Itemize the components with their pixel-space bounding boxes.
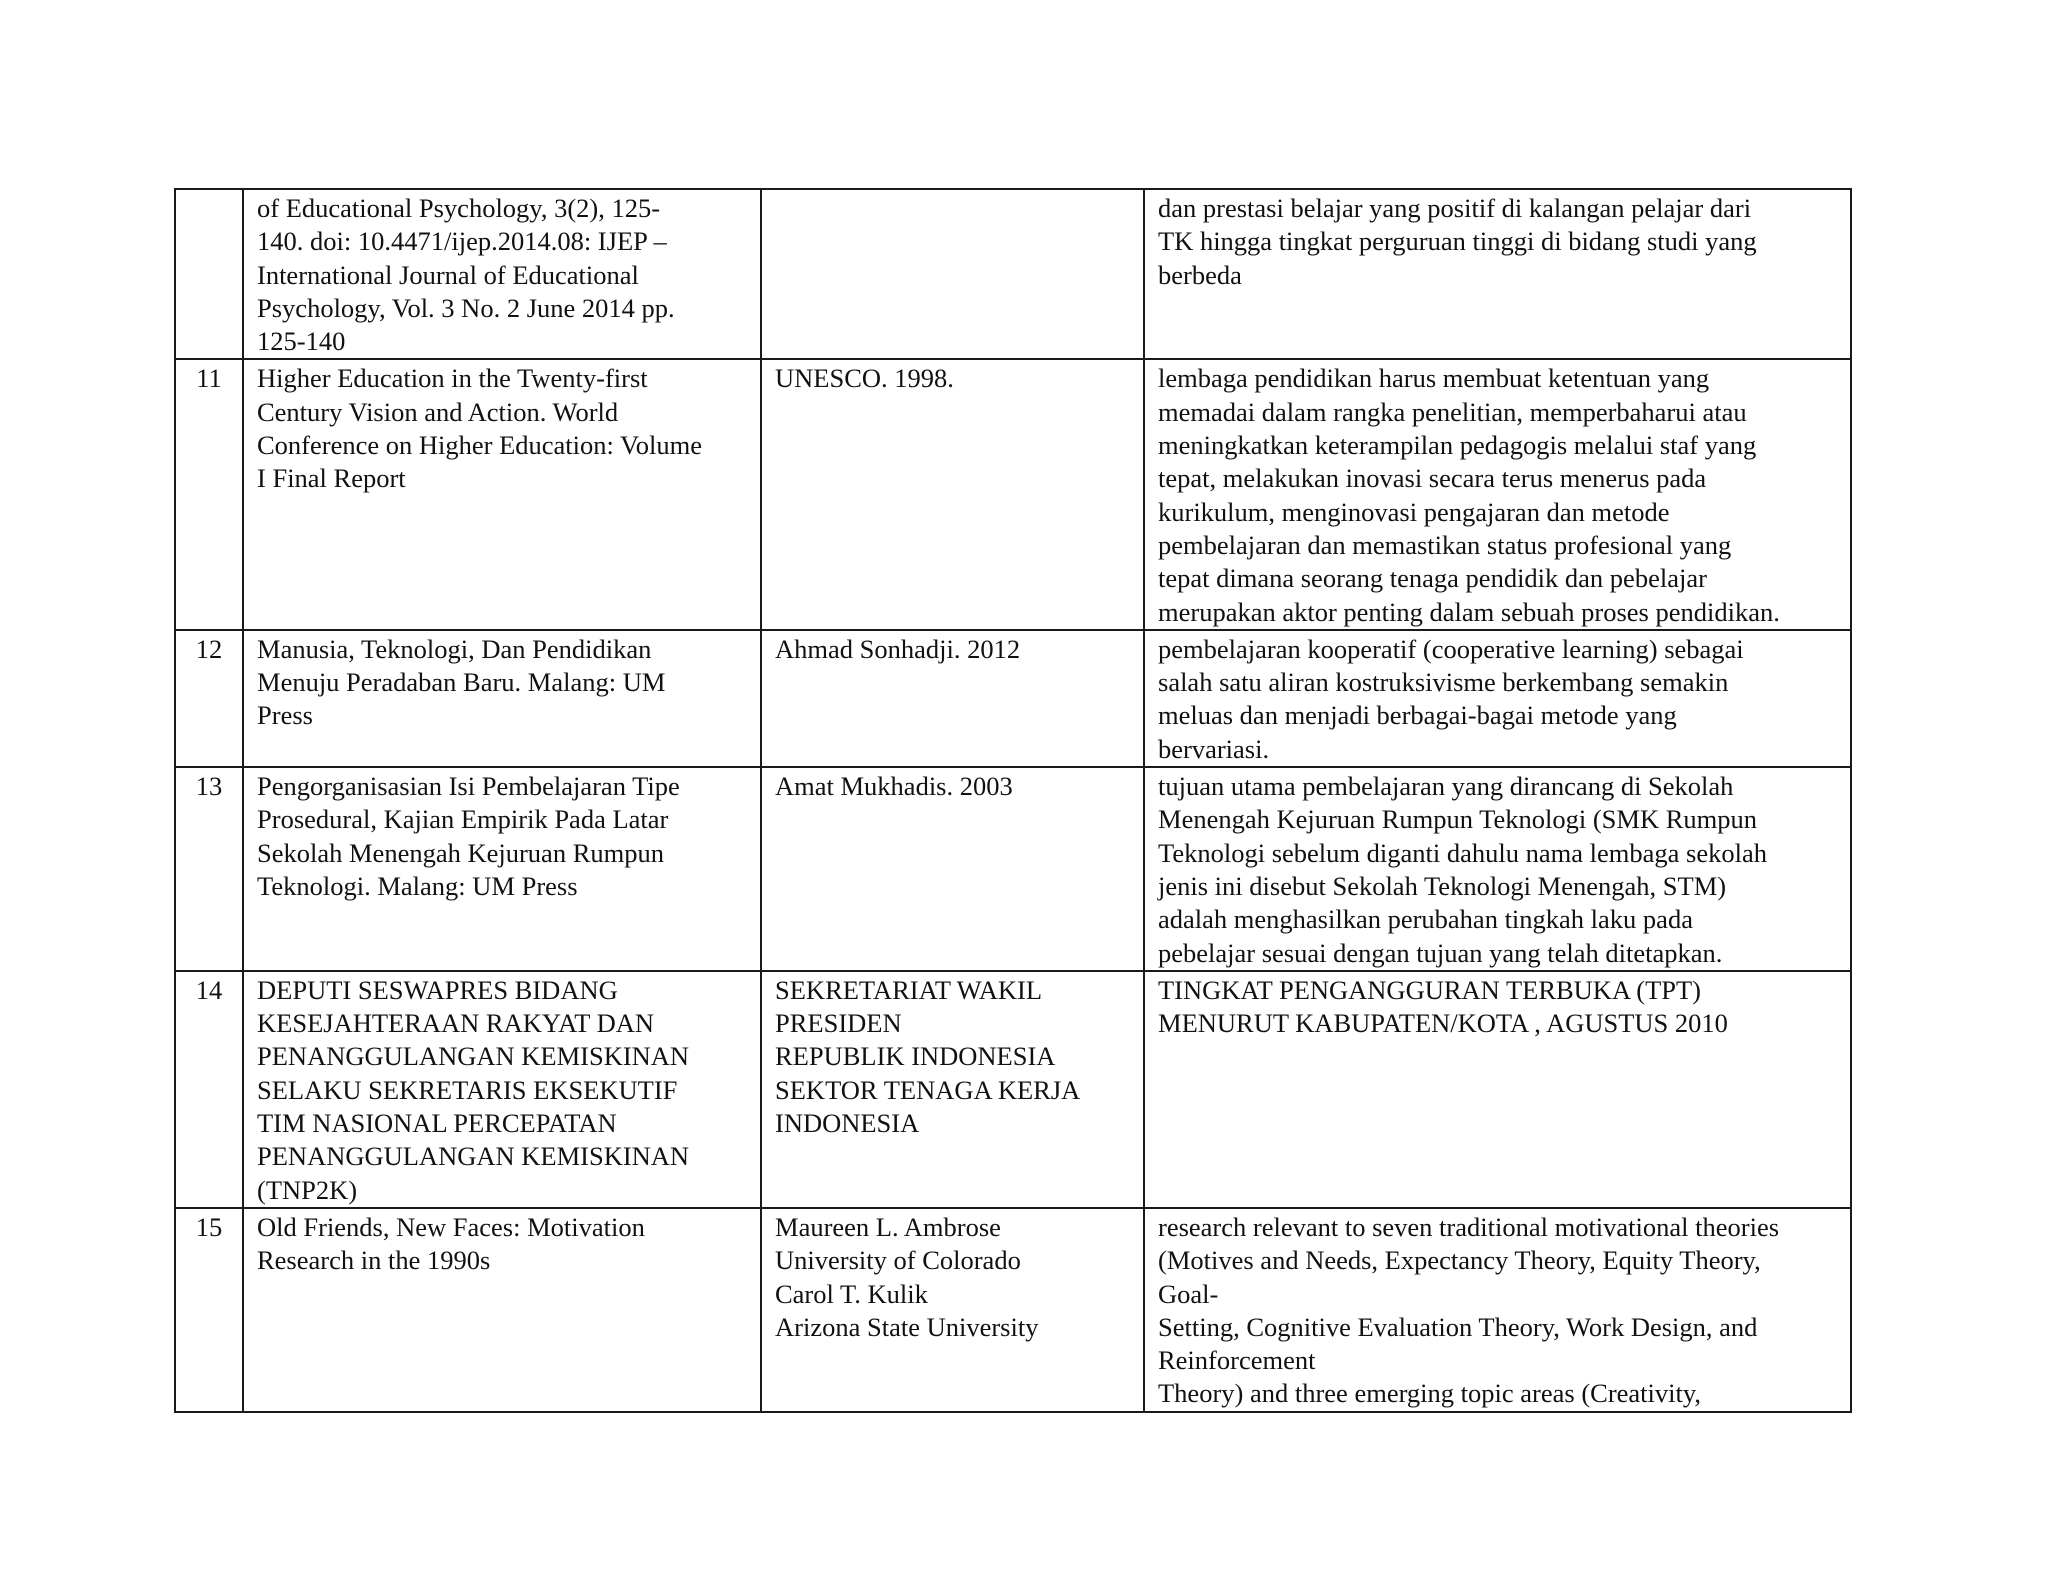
row-number-cell: 12: [175, 630, 243, 767]
table-row: [175, 359, 1851, 629]
author-cell: SEKRETARIAT WAKIL PRESIDEN REPUBLIK INDONESIA SEKTOR TENAGA KERJA INDONESIA: [761, 971, 1144, 1208]
title-cell: DEPUTI SESWAPRES BIDANG KESEJAHTERAAN RAKYAT DAN PENANGGULANGAN KEMISKINAN SELAKU SEKRETARIS EKSEKUTIF TIM NASIONAL PERCEPATAN PENANGGULANGAN KEMISKINAN (TNP2K): [243, 971, 761, 1208]
author-cell: Ahmad Sonhadji. 2012: [761, 630, 1144, 767]
row-number-cell: 13: [175, 767, 243, 971]
table-row: [175, 767, 1851, 971]
row-number-cell: [175, 189, 243, 359]
summary-cell: research relevant to seven traditional motivational theories (Motives and Needs, Expectancy Theory, Equity Theory, Goal- Setting, Cognitive Evaluation Theory, Work Design, and Reinforcement Theory) and three emerging topic areas (Creativity,: [1144, 1208, 1851, 1412]
author-cell: [761, 189, 1144, 359]
summary-cell: tujuan utama pembelajaran yang dirancang di Sekolah Menengah Kejuruan Rumpun Teknologi (SMK Rumpun Teknologi sebelum diganti dahulu nama lembaga sekolah jenis ini disebut Sekolah Teknologi Menengah, STM) adalah menghasilkan perubahan tingkah laku pada pebelajar sesuai dengan tujuan yang telah ditetapkan.: [1144, 767, 1851, 971]
summary-cell: TINGKAT PENGANGGURAN TERBUKA (TPT) MENURUT KABUPATEN/KOTA , AGUSTUS 2010: [1144, 971, 1851, 1208]
summary-cell: pembelajaran kooperatif (cooperative learning) sebagai salah satu aliran kostruksivisme berkembang semakin meluas dan menjadi berbagai-bagai metode yang bervariasi.: [1144, 630, 1851, 767]
row-number-cell: 14: [175, 971, 243, 1208]
table-row: [175, 1208, 1851, 1412]
table-row: [175, 189, 1851, 359]
summary-cell: dan prestasi belajar yang positif di kalangan pelajar dari TK hingga tingkat perguruan tinggi di bidang studi yang berbeda: [1144, 189, 1851, 359]
literature-table: [174, 188, 1852, 1413]
summary-cell: lembaga pendidikan harus membuat ketentuan yang memadai dalam rangka penelitian, memperbaharui atau meningkatkan keterampilan pedagogis melalui staf yang tepat, melakukan inovasi secara terus menerus pada kurikulum, menginovasi pengajaran dan metode pembelajaran dan memastikan status profesional yang tepat dimana seorang tenaga pendidik dan pebelajar merupakan aktor penting dalam sebuah proses pendidikan.: [1144, 359, 1851, 629]
author-cell: UNESCO. 1998.: [761, 359, 1144, 629]
title-cell: Higher Education in the Twenty-first Century Vision and Action. World Conference on Higher Education: Volume I Final Report: [243, 359, 761, 629]
row-number-cell: 15: [175, 1208, 243, 1412]
table-row: [175, 971, 1851, 1208]
title-cell: Old Friends, New Faces: Motivation Research in the 1990s: [243, 1208, 761, 1412]
title-cell: of Educational Psychology, 3(2), 125- 140. doi: 10.4471/ijep.2014.08: IJEP – International Journal of Educational Psychology, Vol. 3 No. 2 June 2014 pp. 125-140: [243, 189, 761, 359]
title-cell: Pengorganisasian Isi Pembelajaran Tipe Prosedural, Kajian Empirik Pada Latar Sekolah Menengah Kejuruan Rumpun Teknologi. Malang: UM Press: [243, 767, 761, 971]
author-cell: Maureen L. Ambrose University of Colorado Carol T. Kulik Arizona State University: [761, 1208, 1144, 1412]
title-cell: Manusia, Teknologi, Dan Pendidikan Menuju Peradaban Baru. Malang: UM Press: [243, 630, 761, 767]
row-number-cell: 11: [175, 359, 243, 629]
table-row: [175, 630, 1851, 767]
author-cell: Amat Mukhadis. 2003: [761, 767, 1144, 971]
